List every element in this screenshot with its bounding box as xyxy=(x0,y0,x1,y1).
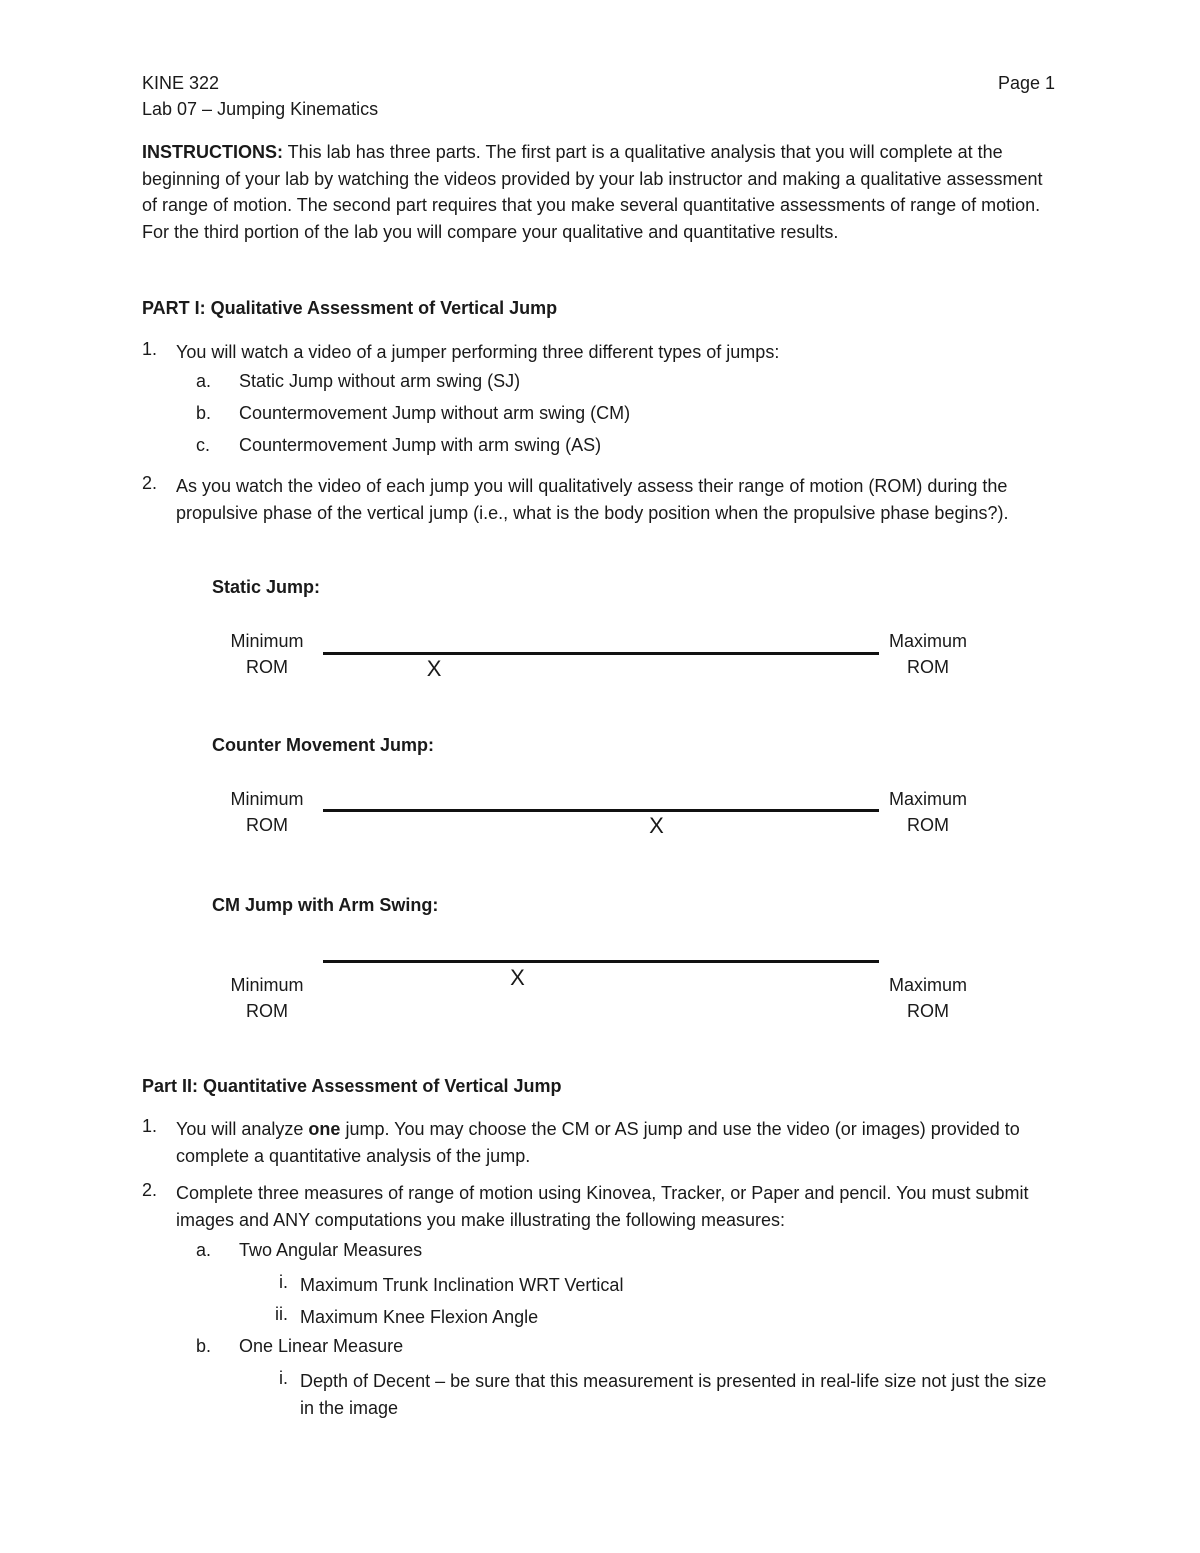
part2-a-i-text: Maximum Trunk Inclination WRT Vertical xyxy=(300,1275,624,1295)
part1-item2-text: As you watch the video of each jump you will qualitatively assess their range of motion (ROM) during the propulsive phase of the vertical jump (i.e., what is the body position when the propulsive phase begins?). xyxy=(176,476,1009,523)
part2-a-ii-text: Maximum Knee Flexion Angle xyxy=(300,1307,539,1327)
cm-jump-rom-scale[interactable] xyxy=(323,809,879,812)
part2-sub-b-letter: b. xyxy=(196,1336,212,1356)
part1-sub-c-text: Countermovement Jump with arm swing (AS) xyxy=(239,435,602,455)
instructions-label: INSTRUCTIONS: xyxy=(142,142,283,162)
part2-sub-a-text: Two Angular Measures xyxy=(239,1240,423,1260)
arm-swing-jump-min-unit: ROM xyxy=(246,1001,288,1021)
part2-item1-number: 1. xyxy=(142,1116,158,1136)
part2-item2-text: Complete three measures of range of motion using Kinovea, Tracker, or Paper and pencil. You must submit images and ANY computations you make illustrating the following measures: xyxy=(176,1183,1029,1230)
part2-item1-emphasis: one xyxy=(308,1119,341,1139)
arm-swing-jump-rom-scale[interactable] xyxy=(323,960,879,963)
arm-swing-jump-max-unit: ROM xyxy=(907,1001,949,1021)
part2-item1-text xyxy=(176,1116,1066,1169)
cm-jump-max-label xyxy=(873,786,983,838)
static-jump-min-label xyxy=(212,628,322,680)
part2-a-ii-number: ii. xyxy=(275,1304,288,1324)
part1-item1-text: You will watch a video of a jumper performing three different types of jumps: xyxy=(176,342,780,362)
part2-b-i-text: Depth of Decent – be sure that this measurement is presented in real-life size not just the size in the image xyxy=(300,1371,1047,1418)
lab-title: Lab 07 – Jumping Kinematics xyxy=(142,99,379,119)
cm-jump-min-word: Minimum xyxy=(230,789,304,809)
part2-item1-post: jump. You may choose the CM or AS jump and use the video (or images) provided to complete a quantitative analysis of the jump. xyxy=(176,1119,1020,1166)
part2-item2-number: 2. xyxy=(142,1180,158,1200)
part1-sub-a-text: Static Jump without arm swing (SJ) xyxy=(239,371,521,391)
part1-sub-b-text: Countermovement Jump without arm swing (CM) xyxy=(239,403,631,423)
static-jump-max-label xyxy=(873,628,983,680)
part1-item1-number: 1. xyxy=(142,339,158,359)
static-jump-rom-scale[interactable] xyxy=(323,652,879,655)
part2-heading: Part II: Quantitative Assessment of Vertical Jump xyxy=(142,1076,562,1096)
arm-swing-jump-rom-mark: X xyxy=(510,965,525,990)
arm-swing-jump-max-label xyxy=(873,972,983,1024)
part1-sub-a-letter: a. xyxy=(196,371,212,391)
part1-sub-c-letter: c. xyxy=(196,435,211,455)
cm-jump-max-unit: ROM xyxy=(907,815,949,835)
part2-b-i-number: i. xyxy=(279,1368,288,1388)
instructions-paragraph xyxy=(142,139,1062,245)
arm-swing-jump-min-label xyxy=(212,972,322,1024)
part1-item2-number: 2. xyxy=(142,473,158,493)
static-jump-rom-mark: X xyxy=(426,656,442,681)
static-jump-max-word: Maximum xyxy=(888,631,967,651)
part1-sub-b-letter: b. xyxy=(196,403,212,423)
arm-swing-jump-max-word: Maximum xyxy=(888,975,967,995)
cm-jump-rom-mark: X xyxy=(649,813,664,838)
part2-a-i-number: i. xyxy=(279,1272,288,1292)
static-jump-title: Static Jump: xyxy=(212,577,321,597)
course-code: KINE 322 xyxy=(142,73,220,93)
static-jump-min-unit: ROM xyxy=(246,657,288,677)
cm-jump-min-label xyxy=(212,786,322,838)
part1-heading: PART I: Qualitative Assessment of Vertical Jump xyxy=(142,298,558,318)
cm-jump-min-unit: ROM xyxy=(246,815,288,835)
arm-swing-jump-min-word: Minimum xyxy=(230,975,304,995)
arm-swing-jump-title: CM Jump with Arm Swing: xyxy=(212,895,439,915)
part2-sub-b-text: One Linear Measure xyxy=(239,1336,404,1356)
cm-jump-title: Counter Movement Jump: xyxy=(212,735,435,755)
part2-sub-a-letter: a. xyxy=(196,1240,212,1260)
instructions-text: This lab has three parts. The first part is a qualitative analysis that you will complete at the beginning of your lab by watching the videos provided by your lab instructor and making a qualitative assessment of range of motion. The second part requires that you make several quantitative assessments of range of motion. For the third portion of the lab you will compare your qualitative and quantitative results. xyxy=(142,142,1043,242)
static-jump-max-unit: ROM xyxy=(907,657,949,677)
page-number: Page 1 xyxy=(998,73,1056,93)
part2-item1-pre: You will analyze xyxy=(176,1119,309,1139)
cm-jump-max-word: Maximum xyxy=(888,789,967,809)
static-jump-min-word: Minimum xyxy=(230,631,304,651)
